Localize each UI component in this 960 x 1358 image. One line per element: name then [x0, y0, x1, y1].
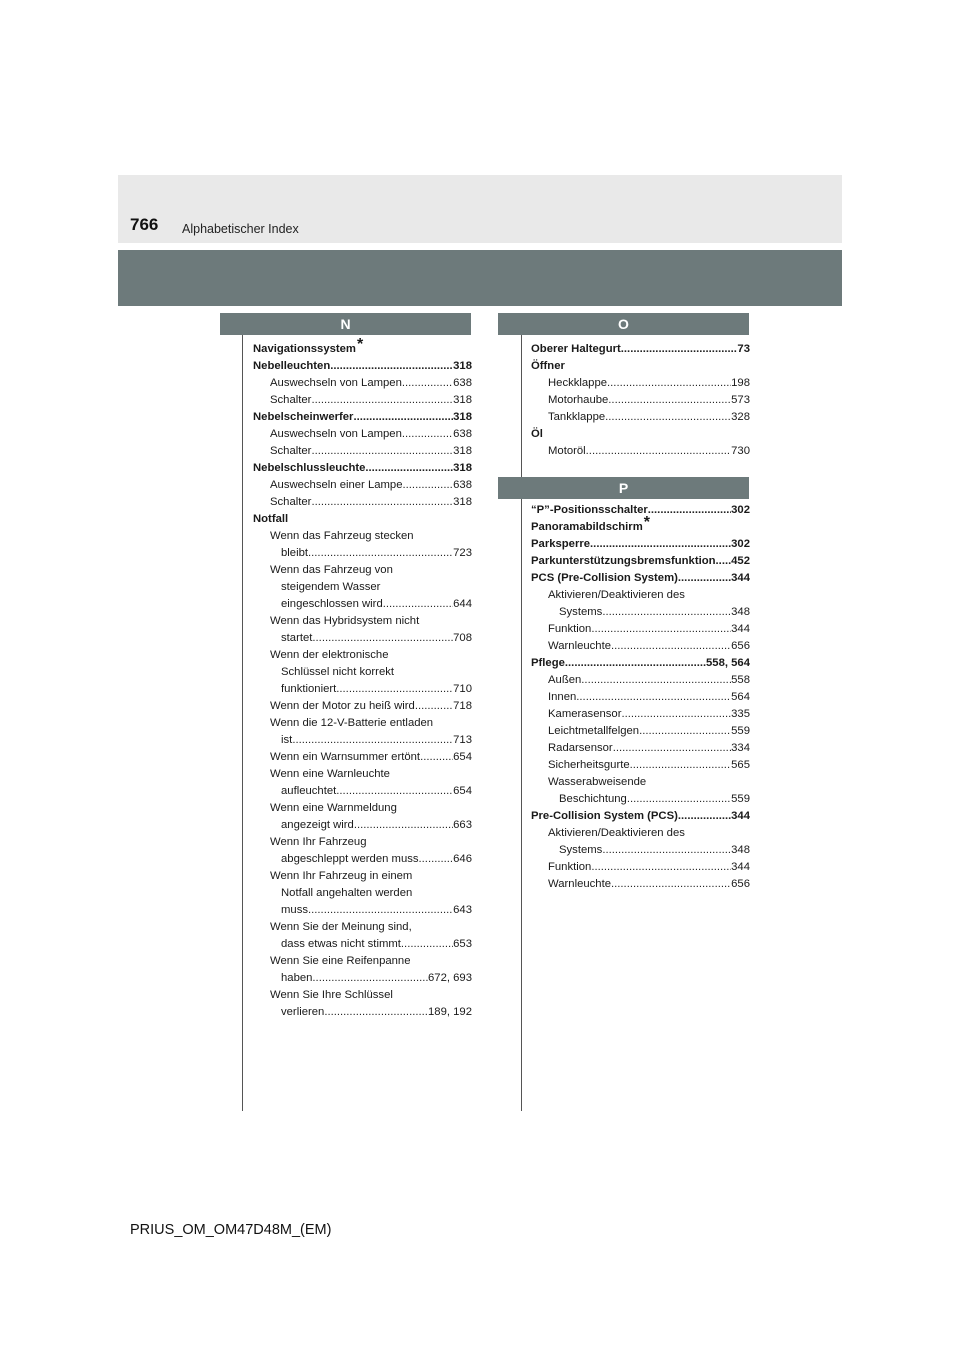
dot-leader [312, 630, 453, 647]
page-reference: 708 [453, 632, 472, 644]
dot-leader [308, 902, 453, 919]
index-term: Pre-Collision System (PCS) [531, 810, 678, 822]
index-entry [253, 630, 472, 647]
dot-leader [611, 876, 731, 893]
page-reference: 565 [731, 759, 750, 771]
dot-leader [363, 341, 472, 358]
page-number: 766 [130, 215, 159, 234]
index-entry [253, 715, 472, 732]
dot-leader [397, 800, 472, 817]
dot-leader [415, 698, 453, 715]
page-reference: 663 [453, 819, 472, 831]
dot-leader [288, 511, 472, 528]
dot-leader [419, 613, 472, 630]
column-rule-left [242, 335, 243, 1111]
index-entry [253, 528, 472, 545]
page-reference: 348 [731, 606, 750, 618]
dot-leader [611, 638, 731, 655]
index-entry [253, 596, 472, 613]
page-reference: 198 [731, 377, 750, 389]
dot-leader [354, 817, 453, 834]
page-reference: 654 [453, 751, 472, 763]
index-entry [531, 553, 750, 570]
index-entry [253, 902, 472, 919]
index-term: Leichtmetallfelgen [548, 725, 640, 737]
index-term: Wenn ein Warnsummer ertönt [270, 751, 421, 763]
index-entry [531, 723, 750, 740]
index-term: Wenn Sie eine Reifenpanne [270, 955, 411, 967]
dot-leader [685, 587, 750, 604]
page-reference: 302 [731, 538, 750, 550]
dot-leader [648, 502, 731, 519]
index-entry [253, 562, 472, 579]
index-entry [531, 443, 750, 460]
dot-leader [311, 443, 453, 460]
index-entry [531, 740, 750, 757]
index-entry [253, 936, 472, 953]
dot-leader [543, 426, 750, 443]
dot-leader [383, 596, 453, 613]
index-entry [253, 953, 472, 970]
letter-heading-p: P [498, 477, 749, 499]
index-entry [253, 613, 472, 630]
index-entry [253, 766, 472, 783]
page-reference: 73 [737, 343, 750, 355]
index-term: Warnleuchte [548, 640, 611, 652]
page-reference: 643 [453, 904, 472, 916]
index-term: Wenn Sie der Meinung sind, [270, 921, 412, 933]
dot-leader [394, 664, 472, 681]
page-reference: 334 [731, 742, 750, 754]
page-reference: 558, 564 [706, 657, 750, 669]
index-term: bleibt [281, 547, 309, 559]
index-term: Schalter [270, 445, 312, 457]
index-entry [531, 842, 750, 859]
index-term: Außen [548, 674, 582, 686]
page-reference: 348 [731, 844, 750, 856]
page-reference: 302 [731, 504, 750, 516]
dot-leader [433, 715, 472, 732]
page-reference: 653 [453, 938, 472, 950]
page-reference: 318 [453, 496, 472, 508]
index-entry [253, 426, 472, 443]
dot-leader [565, 655, 706, 672]
index-entry [253, 681, 472, 698]
page-reference: 654 [453, 785, 472, 797]
index-term: Öffner [531, 360, 565, 372]
index-term: Wenn die 12-V-Batterie entladen [270, 717, 434, 729]
dot-leader [565, 358, 750, 375]
section-title: Alphabetischer Index [182, 222, 299, 236]
page-reference: 344 [731, 861, 750, 873]
index-term: Kamerasensor [548, 708, 622, 720]
page-reference: 559 [731, 725, 750, 737]
page-reference: 713 [453, 734, 472, 746]
index-entry [531, 825, 750, 842]
page-reference: 646 [453, 853, 472, 865]
index-column-right-o [531, 341, 750, 460]
dot-leader [414, 528, 472, 545]
index-term: Wenn das Hybridsystem nicht [270, 615, 420, 627]
page-reference: 672, 693 [428, 972, 472, 984]
page-reference: 656 [731, 640, 750, 652]
page-reference: 573 [731, 394, 750, 406]
index-term: Pflege [531, 657, 565, 669]
index-entry [253, 1004, 472, 1021]
index-entry [531, 409, 750, 426]
index-entry [253, 511, 472, 528]
page-reference: 318 [453, 445, 472, 457]
index-entry [253, 970, 472, 987]
page-reference: 559 [731, 793, 750, 805]
index-entry [253, 358, 472, 375]
dot-leader [602, 842, 731, 859]
index-entry [253, 664, 472, 681]
index-entry [531, 502, 750, 519]
index-entry [253, 375, 472, 392]
index-entry [531, 876, 750, 893]
letter-heading-o: O [498, 313, 749, 335]
index-term: Systems [559, 606, 603, 618]
dot-leader [393, 562, 472, 579]
dot-leader [412, 885, 472, 902]
dot-leader [646, 774, 750, 791]
dot-leader [308, 545, 453, 562]
dot-leader [627, 791, 731, 808]
index-term: startet [281, 632, 313, 644]
index-entry [253, 579, 472, 596]
index-term: Heckklappe [548, 377, 608, 389]
index-entry [531, 757, 750, 774]
dot-leader [607, 375, 731, 392]
index-entry [531, 570, 750, 587]
dot-leader [388, 647, 472, 664]
page-reference: 638 [453, 428, 472, 440]
index-term: Sicherheitsgurte [548, 759, 630, 771]
dot-leader [586, 443, 731, 460]
dot-leader [590, 536, 731, 553]
index-entry [531, 672, 750, 689]
index-term: “P”-Positionsschalter [531, 504, 648, 516]
page-reference: 344 [731, 623, 750, 635]
index-term: Panoramabildschirm [531, 521, 643, 533]
page-reference: 710 [453, 683, 472, 695]
index-entry [253, 647, 472, 664]
index-term: Nebelschlussleuchte [253, 462, 366, 474]
index-term: Wenn Ihr Fahrzeug [270, 836, 367, 848]
dot-leader [401, 936, 453, 953]
dot-leader [402, 426, 453, 443]
index-entry [531, 689, 750, 706]
index-entry [531, 514, 750, 536]
page-reference: 318 [453, 411, 472, 423]
dot-leader [412, 919, 472, 936]
page-reference: 723 [453, 547, 472, 559]
index-entry [531, 392, 750, 409]
page-reference: 564 [731, 691, 750, 703]
index-entry [531, 655, 750, 672]
dot-leader [602, 604, 731, 621]
index-entry [253, 494, 472, 511]
page-reference: 189, 192 [428, 1006, 472, 1018]
index-term: Schlüssel nicht korrekt [281, 666, 395, 678]
dot-leader [630, 757, 732, 774]
index-entry [531, 638, 750, 655]
index-term: Wenn Ihr Fahrzeug in einem [270, 870, 413, 882]
page-reference: 344 [731, 810, 750, 822]
index-entry [531, 621, 750, 638]
dot-leader [336, 681, 453, 698]
page-reference: 452 [731, 555, 750, 567]
dot-leader [419, 851, 454, 868]
letter-heading-n: N [220, 313, 471, 335]
index-term: Notfall [253, 513, 289, 525]
index-term: steigendem Wasser [281, 581, 381, 593]
index-entry [531, 536, 750, 553]
index-entry [253, 460, 472, 477]
index-entry [253, 477, 472, 494]
dot-leader [380, 579, 472, 596]
index-term: Parksperre [531, 538, 591, 550]
index-entry [253, 783, 472, 800]
index-entry [531, 859, 750, 876]
index-term: Aktivieren/Deaktivieren des [548, 827, 685, 839]
index-term: Warnleuchte [548, 878, 611, 890]
page-reference: 328 [731, 411, 750, 423]
dot-leader [410, 953, 472, 970]
index-entry [531, 706, 750, 723]
dot-leader [324, 1004, 428, 1021]
index-entry [253, 392, 472, 409]
dot-leader [591, 621, 731, 638]
page-reference: 335 [731, 708, 750, 720]
index-term: angezeigt wird [281, 819, 354, 831]
index-entry [253, 834, 472, 851]
dot-leader [311, 494, 453, 511]
index-term: Tankklappe [548, 411, 606, 423]
dot-leader [716, 553, 732, 570]
page-reference: 344 [731, 572, 750, 584]
index-entry [253, 851, 472, 868]
index-entry [531, 358, 750, 375]
index-term: haben [281, 972, 313, 984]
index-term: Nebelleuchten [253, 360, 331, 372]
index-entry [531, 587, 750, 604]
dot-leader [678, 570, 731, 587]
index-term: Wenn eine Warnleuchte [270, 768, 390, 780]
index-term: Wenn der elektronische [270, 649, 389, 661]
index-term: muss [281, 904, 308, 916]
index-entry [531, 341, 750, 358]
index-entry [253, 919, 472, 936]
index-entry [531, 791, 750, 808]
dot-leader [621, 706, 731, 723]
index-term: Systems [559, 844, 603, 856]
dot-leader [402, 375, 453, 392]
page-reference: 718 [453, 700, 472, 712]
index-term: Wenn Sie Ihre Schlüssel [270, 989, 393, 1001]
page-reference: 558 [731, 674, 750, 686]
index-entry [531, 604, 750, 621]
dot-leader [353, 409, 453, 426]
index-entry [253, 885, 472, 902]
index-term: Wenn das Fahrzeug stecken [270, 530, 414, 542]
index-entry [253, 817, 472, 834]
index-entry [253, 698, 472, 715]
index-entry [531, 426, 750, 443]
index-entry [253, 987, 472, 1004]
index-term: Navigationssystem [253, 343, 356, 355]
index-term: dass etwas nicht stimmt [281, 938, 401, 950]
page-reference: 318 [453, 462, 472, 474]
index-term: Beschichtung [559, 793, 627, 805]
dot-leader [685, 825, 750, 842]
index-term: Wenn das Fahrzeug von [270, 564, 393, 576]
index-entry [531, 774, 750, 791]
index-term: Wenn eine Warnmeldung [270, 802, 397, 814]
page-reference: 318 [453, 394, 472, 406]
index-entry [253, 868, 472, 885]
index-term: Schalter [270, 394, 312, 406]
dot-leader [292, 732, 453, 749]
dot-leader [650, 519, 750, 536]
index-term: eingeschlossen wird [281, 598, 383, 610]
index-term: Notfall angehalten werden [281, 887, 413, 899]
index-entry [531, 808, 750, 825]
index-term: Aktivieren/Deaktivieren des [548, 589, 685, 601]
index-entry [253, 732, 472, 749]
dot-leader [581, 672, 731, 689]
dot-leader [390, 766, 472, 783]
index-term: verlieren [281, 1006, 325, 1018]
asterisk-marker: * [643, 514, 650, 531]
index-term: Parkunterstützungsbremsfunktion [531, 555, 716, 567]
index-term: Auswechseln einer Lampe [270, 479, 403, 491]
column-rule-right [521, 335, 522, 1111]
index-term: abgeschleppt werden muss [281, 853, 419, 865]
dot-leader [311, 392, 453, 409]
dot-leader [576, 689, 731, 706]
index-term: Motoröl [548, 445, 586, 457]
index-term: Schalter [270, 496, 312, 508]
index-entry [253, 336, 472, 358]
index-term: Funktion [548, 623, 592, 635]
dot-leader [412, 868, 472, 885]
index-term: Wasserabweisende [548, 776, 647, 788]
dot-leader [336, 783, 453, 800]
dot-leader [608, 392, 731, 409]
dot-leader [312, 970, 428, 987]
index-entry [253, 443, 472, 460]
index-term: Wenn der Motor zu heiß wird [270, 700, 415, 712]
page-reference: 644 [453, 598, 472, 610]
dot-leader [367, 834, 473, 851]
index-term: Öl [531, 428, 543, 440]
index-entry [253, 409, 472, 426]
dot-leader [678, 808, 731, 825]
index-term: ist [281, 734, 293, 746]
page-reference: 318 [453, 360, 472, 372]
index-term: aufleuchtet [281, 785, 337, 797]
dot-leader [330, 358, 453, 375]
dot-leader [613, 740, 731, 757]
dot-leader [639, 723, 731, 740]
index-term: PCS (Pre-Collision System) [531, 572, 678, 584]
dot-leader [393, 987, 472, 1004]
document-code: PRIUS_OM_OM47D48M_(EM) [130, 1222, 332, 1238]
dot-leader [621, 341, 738, 358]
index-term: Oberer Haltegurt [531, 343, 621, 355]
index-term: Nebelscheinwerfer [253, 411, 354, 423]
index-term: Funktion [548, 861, 592, 873]
header-dark-band [118, 250, 842, 306]
index-term: Radarsensor [548, 742, 613, 754]
index-entry [253, 800, 472, 817]
dot-leader [403, 477, 454, 494]
page-reference: 656 [731, 878, 750, 890]
dot-leader [365, 460, 453, 477]
dot-leader [420, 749, 453, 766]
index-column-left [253, 336, 472, 1021]
index-entry [253, 545, 472, 562]
page-reference: 638 [453, 479, 472, 491]
index-term: Innen [548, 691, 577, 703]
dot-leader [605, 409, 731, 426]
index-entry [253, 749, 472, 766]
dot-leader [591, 859, 731, 876]
asterisk-marker: * [356, 336, 364, 353]
index-term: funktioniert [281, 683, 337, 695]
index-term: Motorhaube [548, 394, 609, 406]
index-entry [531, 375, 750, 392]
index-term: Auswechseln von Lampen [270, 377, 402, 389]
index-term: Auswechseln von Lampen [270, 428, 402, 440]
page-reference: 638 [453, 377, 472, 389]
index-column-right-p [531, 502, 750, 893]
page-reference: 730 [731, 445, 750, 457]
